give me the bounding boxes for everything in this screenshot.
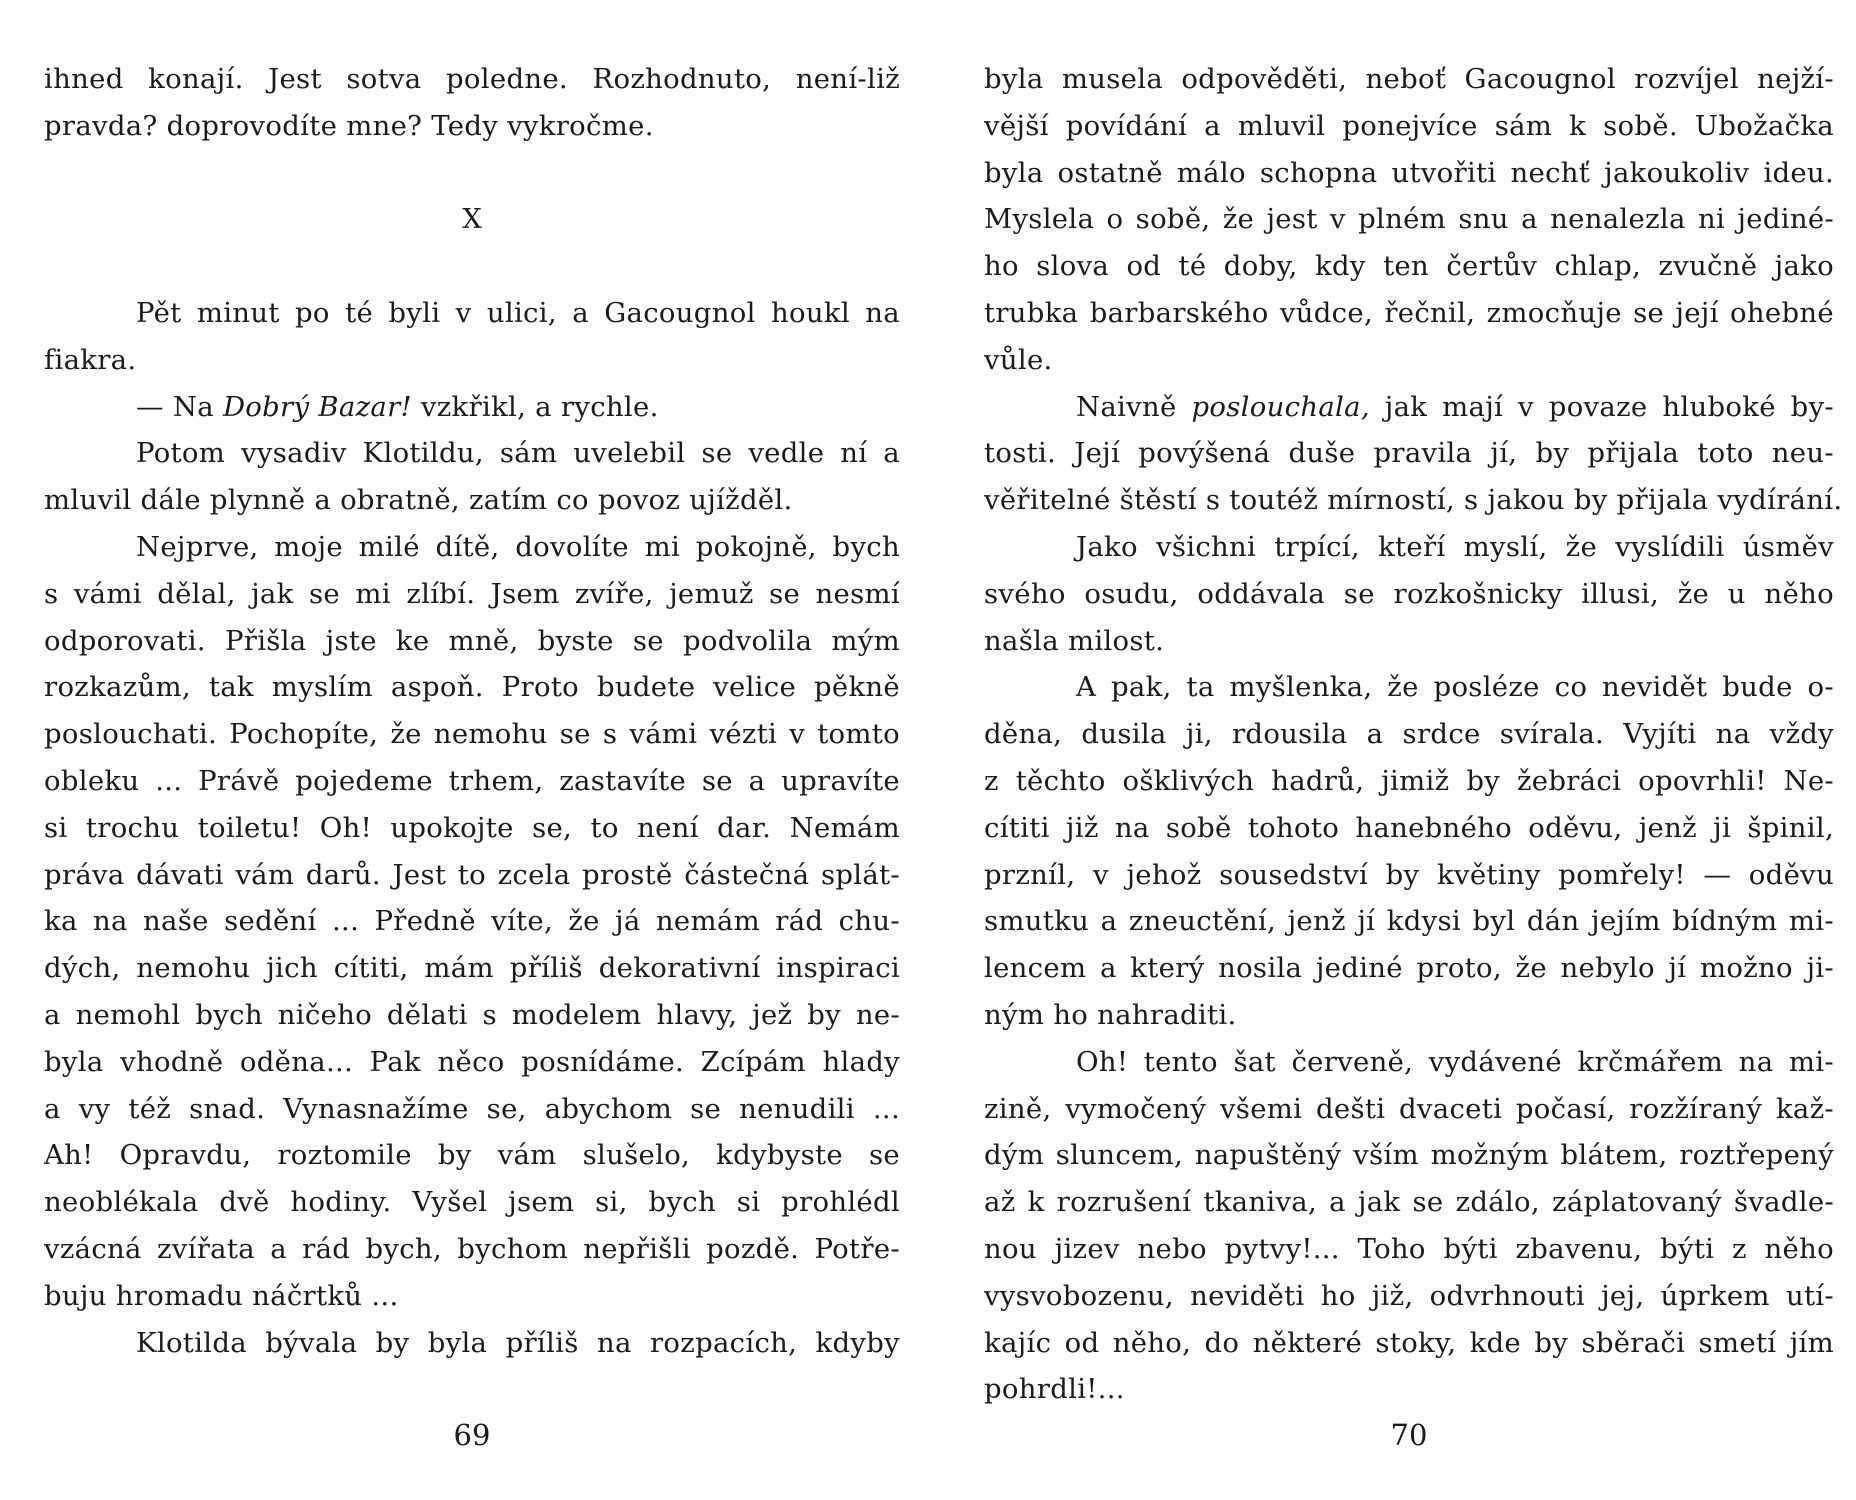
text-line: pohrdli!...	[984, 1373, 1125, 1406]
text-line: dým sluncem, napuštěný vším možným blátem, roztřepený	[984, 1139, 1834, 1172]
text-line: byla musela odpověděti, neboť Gacougnol rozvíjel nejží-	[984, 63, 1834, 95]
page-number: 70	[1390, 1418, 1428, 1452]
right-page	[984, 0, 1843, 1500]
text-line: nou jizev nebo pytvy!... Toho býti zbavenu, býti z něho	[984, 1232, 1834, 1265]
left-page	[44, 0, 900, 1500]
text-line: Pět minut po té byli v ulici, a Gacougnol houkl na	[136, 296, 900, 329]
text-line: z těchto ošklivých hadrů, jimiž by žebráci opovrhli! Ne-	[984, 764, 1834, 797]
text-line: Jako všichni trpící, kteří myslí, že vyslídili úsměv	[1076, 530, 1834, 563]
text-line: smutku a zneuctění, jenž jí kdysi byl dán jejím bídným mi-	[984, 905, 1834, 938]
text-line: przníl, v jehož sousedství by květiny pomřely! — oděvu	[984, 858, 1834, 891]
text-line: buju hromadu náčrtků ...	[44, 1279, 399, 1312]
text-line: rozkazům, tak myslím aspoň. Proto budete velice pěkně	[44, 671, 900, 704]
text-line: ka na naše sedění ... Předně víte, že já nemám rád chu-	[44, 905, 900, 938]
text-line: poslouchati. Pochopíte, že nemohu se s vámi vézti v tomto	[44, 718, 900, 751]
chapter-heading: X	[462, 203, 482, 236]
text-line: dých, nemohu jich cítiti, mám příliš dekorativní inspiraci	[44, 952, 900, 985]
text-line: práva dávati vám darů. Jest to zcela prostě částečná splát-	[44, 858, 900, 891]
naive-italic: poslouchala,	[1191, 390, 1370, 423]
right-page-text	[984, 56, 1843, 1413]
text-line: a vy též snad. Vynasnažíme se, abychom se nenudili ...	[44, 1092, 900, 1125]
italic-mixed-line	[984, 384, 1834, 431]
text-line: až k rozrušení tkaniva, a jak se zdálo, záplatovaný švadle-	[984, 1186, 1834, 1219]
text-line: tosti. Její povýšená duše pravila jí, by přijala toto neu-	[984, 437, 1834, 470]
text-line: mluvil dále plynně a obratně, zatím co povoz ujížděl.	[44, 484, 793, 517]
dialog-suffix: vzkřikl, a rychle.	[411, 390, 659, 423]
text-line: pravda? doprovodíte mne? Tedy vykročme.	[44, 109, 654, 142]
text-line: zině, vymočený všemi dešti dvaceti počasí, rozžíraný kaž-	[984, 1092, 1834, 1125]
dialog-line	[44, 384, 900, 431]
text-line: obleku ... Právě pojedeme trhem, zastavíte se a upravíte	[44, 764, 900, 797]
text-line: odporovati. Přišla jste ke mně, byste se podvolila mým	[44, 624, 900, 657]
text-line: Nejprve, moje milé dítě, dovolíte mi pokojně, bych	[136, 530, 900, 563]
text-line: děna, dusila ji, rdousila a srdce svírala. Vyjíti na vždy	[984, 718, 1834, 751]
text-line: ho slova od té doby, kdy ten čertův chlap, zvučně jako	[984, 250, 1834, 283]
text-line: svého osudu, oddávala se rozkošnicky illusi, že u něho	[984, 577, 1834, 610]
text-line: lencem a který nosila jediné proto, že nebylo jí možno ji-	[984, 952, 1834, 985]
text-line: byla ostatně málo schopna utvořiti nechť jakoukoliv ideu.	[984, 156, 1834, 189]
text-line: našla milost.	[984, 624, 1165, 657]
text-line: s vámi dělal, jak se mi zlíbí. Jsem zvíře, jemuž se nesmí	[44, 577, 900, 610]
text-line: Myslela o sobě, že jest v plném snu a nenalezla ni jediné-	[984, 203, 1834, 236]
dialog-prefix: — Na	[136, 390, 223, 423]
text-line: vůle.	[984, 343, 1053, 376]
text-line: vzácná zvířata a rád bych, bychom nepřišli pozdě. Potře-	[44, 1232, 900, 1265]
text-line: fiakra.	[44, 343, 137, 376]
dialog-italic: Dobrý Bazar!	[222, 390, 412, 423]
left-page-text	[44, 56, 900, 1366]
text-line: neoblékala dvě hodiny. Vyšel jsem si, bych si prohlédl	[44, 1186, 900, 1219]
text-line: Oh! tento šat červeně, vydávené krčmářem na mi-	[1076, 1045, 1834, 1078]
naive-suffix: jak mají v povaze hluboké by-	[1369, 390, 1834, 423]
text-line: kajíc od něho, do některé stoky, kde by sběrači smetí jím	[984, 1326, 1834, 1359]
text-line: si trochu toiletu! Oh! upokojte se, to není dar. Nemám	[44, 811, 900, 844]
text-line: ihned konají. Jest sotva poledne. Rozhodnuto, není-liž	[44, 63, 900, 95]
text-line: vější povídání a mluvil ponejvíce sám k sobě. Ubožačka	[984, 109, 1834, 142]
text-line: A pak, ta myšlenka, že posléze co nevidět bude o-	[1076, 671, 1834, 704]
page-number: 69	[453, 1418, 491, 1452]
text-line: Ah! Opravdu, roztomile by vám slušelo, kdybyste se	[44, 1139, 900, 1172]
text-line: Klotilda bývala by byla příliš na rozpacích, kdyby	[136, 1326, 900, 1359]
text-line: ným ho nahraditi.	[984, 998, 1237, 1031]
text-line: a nemohl bych ničeho dělati s modelem hlavy, jež by ne-	[44, 998, 900, 1031]
text-line: cítiti již na sobě tohoto hanebného oděvu, jenž ji špinil,	[984, 811, 1834, 844]
text-line: byla vhodně oděna... Pak něco posnídáme. Zcípám hlady	[44, 1045, 900, 1078]
text-line: trubka barbarského vůdce, řečnil, zmocňuje se její ohebné	[984, 296, 1834, 329]
naive-prefix: Naivně	[1076, 390, 1192, 423]
text-line: Potom vysadiv Klotildu, sám uvelebil se vedle ní a	[136, 437, 900, 470]
text-line: vysvobozenu, neviděti ho již, odvrhnouti jej, úprkem utí-	[984, 1279, 1834, 1312]
text-line: věřitelné štěstí s toutéž mírností, s jakou by přijala vydírání.	[984, 484, 1843, 517]
